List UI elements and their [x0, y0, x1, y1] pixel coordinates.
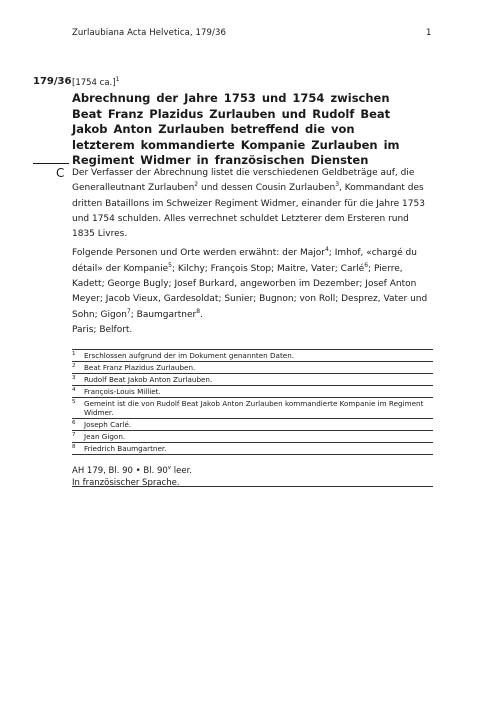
- footnote: [72, 349, 433, 361]
- page-number: 1: [426, 28, 432, 38]
- document-number: 179/36: [33, 76, 72, 87]
- footnote-number: 7: [72, 432, 76, 438]
- text-run: , Kommandant des dritten Bataillons im Schweizer Regiment Widmer, einander für die Jahre 1753 und 1754 schulden. Alles verrechnet schuldet Letzterer dem Ersteren rund 1835 Livres.: [72, 183, 425, 240]
- text-run: ; Kilchy; François Stop; Maitre, Vater; Carlé: [172, 263, 365, 274]
- footnote-number: 3: [72, 375, 76, 381]
- footnote-text: Joseph Carlé.: [84, 420, 132, 429]
- date-text: [1754 ca.]: [72, 77, 116, 88]
- archive-rule: [72, 486, 433, 487]
- footnote-ref: 3: [335, 181, 340, 189]
- footnote-number: 8: [72, 444, 76, 450]
- footnote-ref: 5: [168, 261, 172, 269]
- footnote: [72, 418, 433, 430]
- footnote: [72, 385, 433, 397]
- footnote-text: Jean Gigon.: [84, 432, 126, 441]
- text-run: ; Baumgartner: [130, 309, 197, 320]
- footnote-text: Rudolf Beat Jakob Anton Zurlauben.: [84, 375, 213, 384]
- footnote-ref: 4: [324, 246, 329, 254]
- footnote-number: 4: [72, 387, 76, 393]
- text-run: .: [200, 309, 203, 320]
- footnote-text: Gemeint ist die von Rudolf Beat Jakob Anton Zurlauben kommandierte Kompanie im Regiment Widmer.: [84, 399, 424, 417]
- footnote: [72, 361, 433, 373]
- footnote: [72, 373, 433, 385]
- text-run: ; Pierre, Kadett; George Bugly; Josef Burkard, angeworben im Dezember; Josef Anton Meyer; Jacob Vieux, Gardesoldat; Sunier; Bugnon; von Roll; Desprez, Vater und Sohn; Gigon: [72, 263, 428, 320]
- archive-info: [72, 462, 433, 489]
- text-run: Folgende Personen und Orte werden erwähnt: der Major: [72, 248, 325, 259]
- footnotes-end-rule: [72, 454, 433, 455]
- text-run: Der Verfasser der Abrechnung listet die verschiedenen Geldbeträge auf, die Generalleutnant Zurlauben: [72, 168, 415, 194]
- footnote-text: Erschlossen aufgrund der im Dokument genannten Daten.: [84, 351, 295, 360]
- footnote-ref: 7: [126, 307, 131, 315]
- footnote-number: 2: [72, 363, 76, 369]
- text-run: leer.: [171, 465, 192, 476]
- footnote-text: François-Louis Milliet.: [84, 387, 161, 396]
- summary-paragraph-2: [72, 246, 432, 338]
- footnotes-list: [72, 349, 433, 455]
- section-rule: [33, 163, 69, 164]
- archive-location: [72, 462, 433, 477]
- summary-paragraph-1: [72, 166, 432, 242]
- footnote: [72, 442, 433, 454]
- verso-mark: v: [167, 465, 172, 471]
- text-run: und dessen Cousin Zurlauben: [198, 183, 336, 194]
- footnote-number: 6: [72, 420, 76, 426]
- running-title: Zurlaubiana Acta Helvetica, 179/36: [72, 28, 227, 38]
- places-line: Paris; Belfort.: [72, 324, 133, 335]
- text-run: ; Imhof, «chargé du détail» der Kompanie: [72, 248, 417, 274]
- footnote-text: Beat Franz Plazidus Zurlauben.: [84, 363, 196, 372]
- footnote-ref: 8: [196, 307, 201, 315]
- footnote-number: 1: [72, 351, 76, 357]
- date-footnote-ref: 1: [115, 76, 120, 83]
- summary-body: [72, 166, 432, 342]
- footnote-text: Friedrich Baumgartner.: [84, 444, 167, 453]
- footnote-ref: 6: [364, 261, 369, 269]
- text-run: AH 179, Bl. 90 • Bl. 90: [72, 465, 168, 476]
- document-title: Abrechnung der Jahre 1753 und 1754 zwischen Beat Franz Plazidus Zurlauben und Rudolf Beat Jakob Anton Zurlauben betreffend die von letzterem kommandierte Kompanie Zurlauben im Regiment Widmer in französischen Diensten: [72, 91, 400, 167]
- footnote-ref: 2: [194, 181, 199, 189]
- archive-language: In französischer Sprache.: [72, 477, 180, 488]
- footnote: [72, 430, 433, 442]
- footnote: [72, 397, 433, 418]
- footnote-number: 5: [72, 399, 76, 405]
- document-date: [72, 76, 119, 88]
- margin-mark: C: [56, 166, 65, 180]
